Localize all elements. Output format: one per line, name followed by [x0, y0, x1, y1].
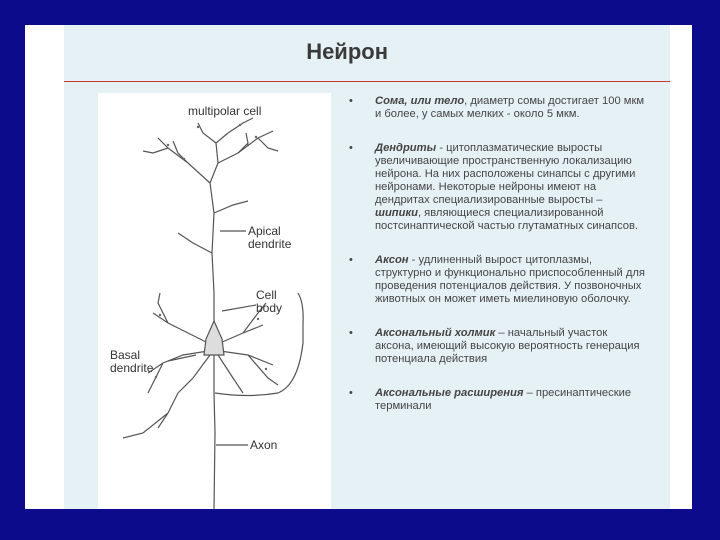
axon-label: Axon	[250, 438, 278, 452]
slide-title: Нейрон	[306, 39, 388, 64]
bullet-soma	[347, 95, 647, 121]
basal-dendrite	[153, 313, 208, 343]
bullet-axon-terminals	[347, 387, 647, 413]
basal-dendrite-label	[110, 349, 153, 375]
bullet-dendrites	[347, 142, 647, 233]
bullet-axon	[347, 254, 647, 306]
apical-dendrite	[210, 133, 228, 343]
bullet-dot: •	[349, 254, 353, 266]
figure-caption: multipolar cell	[188, 104, 262, 118]
apical-label-line1: Apical	[248, 224, 281, 238]
apical-dendrite-label	[248, 225, 291, 251]
bullet-text: - цитоплазматические выросты увеличивающие пространственную локализацию нейрона. На них расположены синапсы с другими нейронами. Некоторые нейроны имеют на дендритах специализированные выросты –	[375, 142, 636, 206]
neuron-figure	[98, 93, 331, 509]
slide	[25, 25, 692, 509]
bullet-term: Аксональные расширения	[375, 387, 524, 399]
bullet-term: Сома, или тело	[375, 95, 465, 107]
bullet-term: Дендриты	[375, 142, 437, 154]
bullet-text: – начальный участок аксона, имеющий высокую вероятность генерация потенциала действия	[375, 327, 640, 365]
bullet-emphasis: шипики	[375, 207, 418, 219]
content-panel	[64, 25, 670, 509]
bullet-dot: •	[349, 387, 353, 399]
cell-body-label	[256, 289, 282, 315]
cell-body	[204, 321, 224, 355]
neuron-illustration	[98, 93, 331, 509]
bullet-text: – пресинаптические терминали	[375, 387, 632, 412]
bullet-term: Аксон	[375, 254, 409, 266]
bullet-text: , диаметр сомы достигает 100 мкм и более, у самых мелких - около 5 мкм.	[375, 95, 645, 120]
cell-label-line2: body	[256, 301, 283, 315]
bullet-list	[347, 95, 647, 434]
bullet-dot: •	[349, 95, 353, 107]
cell-label-line1: Cell	[256, 288, 277, 302]
bullet-axon-hillock	[347, 327, 647, 366]
bullet-text-after: , являющиеся специализированной постсинаптической частью глутаматных синапсов.	[375, 207, 639, 232]
bullet-term: Аксональный холмик	[375, 327, 496, 339]
bullet-dot: •	[349, 142, 353, 154]
title-divider	[64, 81, 670, 82]
bullet-dot: •	[349, 327, 353, 339]
basal-label-line2: dendrite	[110, 361, 154, 375]
bullet-text: - удлиненный вырост цитоплазмы, структурно и функционально приспособленный для проведения потенциалов действия. У позвоночных животных он может иметь миелиновую оболочку.	[375, 254, 645, 305]
basal-label-line1: Basal	[110, 348, 141, 362]
axon-line	[214, 353, 215, 509]
apical-label-line2: dendrite	[248, 237, 292, 251]
